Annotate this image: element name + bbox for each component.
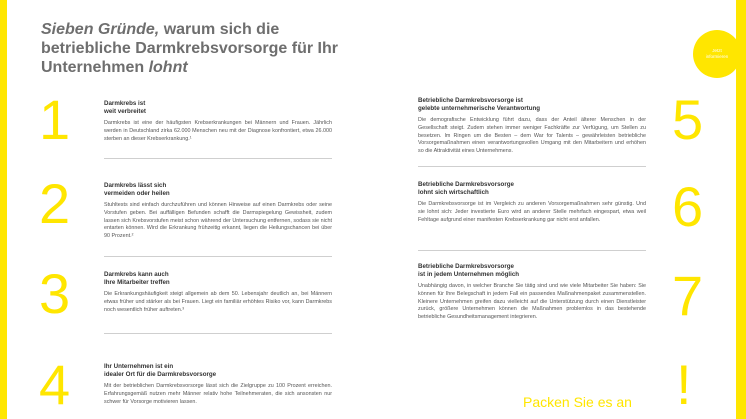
- reason-7-title-line-1: Betriebliche Darmkrebsvorsorge: [418, 263, 514, 270]
- reason-3-body: Die Erkrankungshäufigkeit steigt allgemein ab dem 50. Lebensjahr deutlich an, bei Männern etwas früher und stärker als bei Frauen. Liegt ein familiär erhöhtes Risiko vor, kann Darmkrebs noch wesentlich früher auftreten.³: [104, 291, 332, 313]
- reason-6-title-line-1: Betriebliche Darmkrebsvorsorge: [418, 181, 514, 188]
- reason-1-title-line-1: Darmkrebs ist: [104, 100, 146, 107]
- reason-2-title: [104, 182, 332, 198]
- headline-italic-lead: Sieben Gründe,: [41, 21, 160, 38]
- reason-1-body: Darmkrebs ist eine der häufigsten Krebserkrankungen bei Männern und Frauen. Jährlich werden in Deutschland zirka 62.000 Menschen neu mit der Diagnose konfrontiert, etwa 26.000 sterben an dieser Krebserkrankung.¹: [104, 120, 332, 142]
- reason-4-title: [104, 363, 332, 379]
- reason-1: [104, 100, 332, 143]
- headline: [41, 20, 371, 77]
- divider-1: [104, 158, 332, 159]
- reason-1-number: 1: [39, 88, 71, 151]
- headline-middle: warum sich die betriebliche Darmkrebsvorsorge für Ihr Unternehmen: [41, 21, 338, 76]
- cta-exclamation: !: [676, 353, 692, 416]
- reason-5-title-line-1: Betriebliche Darmkrebsvorsorge ist: [418, 97, 523, 104]
- reason-2: [104, 182, 332, 241]
- reason-2-title-line-2: vermeiden oder heilen: [104, 190, 170, 197]
- reason-6-title: [418, 181, 646, 197]
- reason-1-title-line-2: weit verbreitet: [104, 108, 146, 115]
- reason-1-title: [104, 100, 332, 116]
- reason-6-body: Die Darmkrebsvorsorge ist im Vergleich zu anderen Vorsorgemaßnahmen sehr günstig. Und sie lohnt sich: Jeder investierte Euro wird an anderer Stelle mehrfach eingespart, etwa weil Fehltage aufgrund einer manifesten Krebserkrankung gar nicht erst anfallen.: [418, 201, 646, 223]
- reason-7-title: [418, 263, 646, 279]
- reason-4-title-line-2: idealer Ort für die Darmkrebsvorsorge: [104, 371, 217, 378]
- badge-line-1: Jetzt: [712, 48, 722, 53]
- divider-5: [418, 166, 646, 167]
- reason-4: [104, 363, 332, 406]
- reason-3-title-line-2: Ihre Mitarbeiter treffen: [104, 279, 170, 286]
- reason-5-title-line-2: gelebte unternehmerische Verantwortung: [418, 105, 541, 112]
- reason-7: [418, 263, 646, 322]
- cta-text: Packen Sie es an: [523, 394, 632, 410]
- reason-4-number: 4: [39, 353, 71, 416]
- reason-4-title-line-1: Ihr Unternehmen ist ein: [104, 363, 174, 370]
- divider-6: [418, 250, 646, 251]
- reason-2-number: 2: [39, 172, 71, 235]
- reason-6: [418, 181, 646, 224]
- reason-3-title: [104, 271, 332, 287]
- yellow-border-left: [0, 0, 7, 419]
- reason-6-title-line-2: lohnt sich wirtschaftlich: [418, 189, 489, 196]
- badge-line-2: informieren: [705, 54, 729, 59]
- info-badge[interactable]: [693, 30, 741, 78]
- reason-5: [418, 97, 646, 156]
- reason-3-number: 3: [39, 262, 71, 325]
- reason-7-number: 7: [672, 264, 704, 327]
- reason-6-number: 6: [672, 175, 704, 238]
- reason-7-body: Unabhängig davon, in welcher Branche Sie tätig sind und wie viele Mitarbeiter Sie haben: Sie können für Ihre Belegschaft in jedem Fall ein passendes Maßnahmenpaket zusammenstellen. Kleinere Unternehmen greifen dazu vielleicht auf die Unterstützung durch einen Dienstleister zurück, größere Unternehmen können die Maßnahmen problemlos in das bestehende betriebliche Gesundheitsmanagement integrieren.: [418, 283, 646, 321]
- divider-2: [104, 256, 332, 257]
- reason-5-number: 5: [672, 88, 704, 151]
- reason-5-title: [418, 97, 646, 113]
- reason-5-body: Die demografische Entwicklung führt dazu, dass der Anteil älterer Menschen in der Gesellschaft steigt. Zudem stehen immer weniger Fachkräfte zur Verfügung, um Stellen zu besetzen. Im Ringen um die Besten – dem War for Talents – gewährleisten betriebliche Vorsorgemaßnahmen einen verantwortungsvollen Umgang mit den Mitarbeitern und erhöhen so die Attraktivität eines Unternehmens.: [418, 117, 646, 155]
- reason-2-title-line-1: Darmkrebs lässt sich: [104, 182, 167, 189]
- reason-7-title-line-2: ist in jedem Unternehmen möglich: [418, 271, 520, 278]
- divider-3: [104, 333, 332, 334]
- reason-2-body: Stuhltests sind einfach durchzuführen und können Hinweise auf einen Darmkrebs oder seine Vorstufen geben. Bei auffälligen Befunden schafft die Darmspiegelung Gewissheit, zudem lassen sich Krebsvorstufen meist schon während der Untersuchung entfernen, sodass sie nicht entarten können. Wird die Erkrankung frühzeitig erkannt, liegen die Heilungschancen bei über 90 Prozent.²: [104, 202, 332, 240]
- reason-3-title-line-1: Darmkrebs kann auch: [104, 271, 169, 278]
- reason-3: [104, 271, 332, 314]
- headline-italic-end: lohnt: [148, 59, 188, 76]
- reason-4-body: Mit der betrieblichen Darmkrebsvorsorge lässt sich die Zielgruppe zu 100 Prozent erreichen. Erfahrungsgemäß nutzen mehr Männer relativ hohe Teilnehmeraten, die sich ansonsten nur schwer für Vorsorge motivieren lassen.: [104, 383, 332, 405]
